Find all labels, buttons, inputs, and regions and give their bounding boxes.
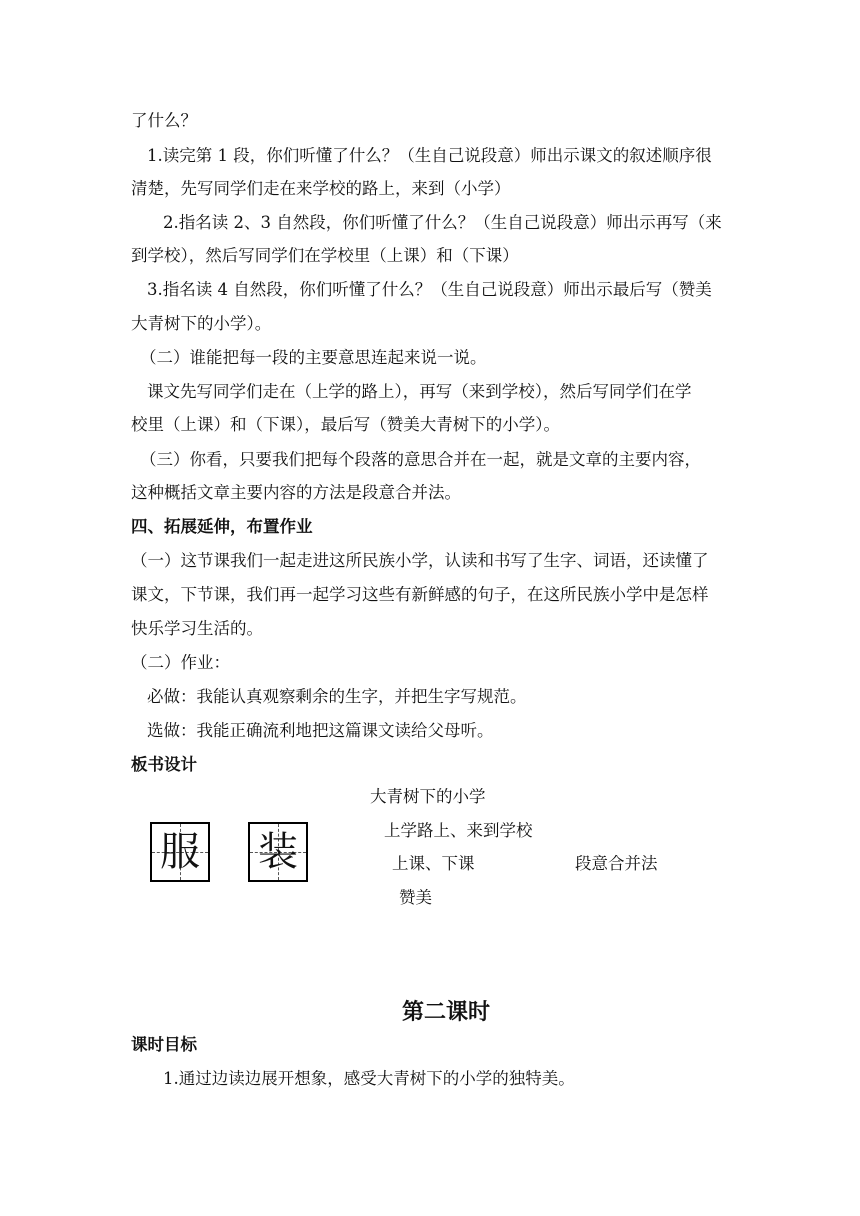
paragraph: 必做：我能认真观察剩余的生字，并把生字写规范。 xyxy=(147,687,527,706)
character: 服 xyxy=(160,829,200,875)
board-line: 上学路上、来到学校 xyxy=(384,821,533,840)
section-heading: 四、拓展延伸，布置作业 xyxy=(131,517,313,536)
paragraph: （二）谁能把每一段的主要意思连起来说一说。 xyxy=(140,348,487,367)
paragraph: 课文，下节课，我们再一起学习这些有新鲜感的句子，在这所民族小学中是怎样 xyxy=(131,585,709,604)
objectives-heading: 课时目标 xyxy=(131,1035,197,1054)
objective-item: 1.通过边读边展开想象，感受大青树下的小学的独特美。 xyxy=(163,1069,575,1088)
paragraph: （二）作业： xyxy=(131,653,230,672)
paragraph: 清楚，先写同学们走在来学校的路上，来到（小学） xyxy=(131,179,511,198)
paragraph: 1.读完第 1 段，你们听懂了什么？（生自己说段意）师出示课文的叙述顺序很 xyxy=(147,146,712,165)
board-method: 段意合并法 xyxy=(575,854,658,873)
paragraph: 了什么？ xyxy=(131,111,197,130)
paragraph: 快乐学习生活的。 xyxy=(131,619,263,638)
paragraph: 这种概括文章主要内容的方法是段意合并法。 xyxy=(131,483,461,502)
paragraph: 校里（上课）和（下课），最后写（赞美大青树下的小学）。 xyxy=(131,415,560,434)
board-line: 上课、下课 xyxy=(392,854,475,873)
character: 装 xyxy=(258,829,298,875)
character-grid-1 xyxy=(150,822,210,882)
paragraph: 大青树下的小学）。 xyxy=(131,314,272,333)
paragraph: 2.指名读 2、3 自然段，你们听懂了什么？（生自己说段意）师出示再写（来 xyxy=(163,213,722,232)
character-grid-2 xyxy=(248,822,308,882)
paragraph: 3.指名读 4 自然段，你们听懂了什么？（生自己说段意）师出示最后写（赞美 xyxy=(147,280,712,299)
lesson-title: 第二课时 xyxy=(402,1000,491,1025)
paragraph: 到学校），然后写同学们在学校里（上课）和（下课） xyxy=(131,246,519,265)
paragraph: （一）这节课我们一起走进这所民族小学，认读和书写了生字、词语，还读懂了 xyxy=(131,551,709,570)
paragraph: 选做：我能正确流利地把这篇课文读给父母听。 xyxy=(147,721,494,740)
board-line: 赞美 xyxy=(399,888,432,907)
board-design-heading: 板书设计 xyxy=(131,755,197,774)
board-title: 大青树下的小学 xyxy=(370,787,486,806)
paragraph: （三）你看，只要我们把每个段落的意思合并在一起，就是文章的主要内容， xyxy=(140,450,701,469)
paragraph: 课文先写同学们走在（上学的路上），再写（来到学校），然后写同学们在学 xyxy=(147,382,692,401)
